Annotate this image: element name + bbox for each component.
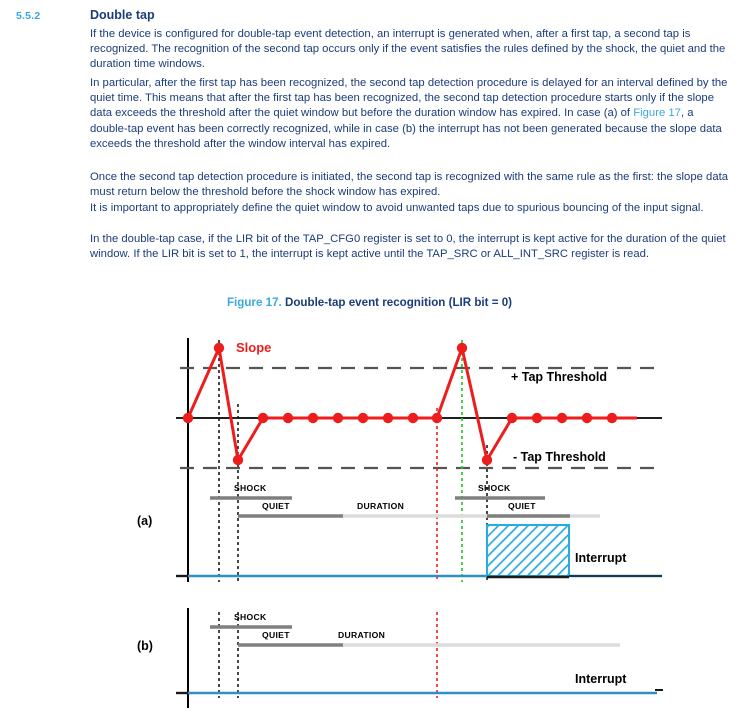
paragraph-2-part-a: In particular, after the first tap has been recognized, the second tap detection procedure is delayed for an interval defined by the quiet time. This means that after the first tap has been recognized, the second tap detection procedure starts only if the slope data exceeds the threshold after the quiet window but before the duration window has expired. In case (a) of xyxy=(90,77,728,120)
figure-reference-link[interactable]: Figure 17 xyxy=(633,107,681,120)
window-label-duration-b1: DURATION xyxy=(338,630,386,640)
window-label-shock-a1: SHOCK xyxy=(234,483,267,493)
window-label-duration-a1: DURATION xyxy=(357,501,405,511)
window-label-shock-a2: SHOCK xyxy=(478,483,511,493)
interrupt-label-case-a: Interrupt xyxy=(575,551,627,565)
paragraph-5: In the double-tap case, if the LIR bit of the TAP_CFG0 register is set to 0, the interrupt is kept active for the duration of the quiet window. If the LIR bit is set to 1, the interrupt is kept active until the TAP_SRC or ALL_INT_SRC register is read. xyxy=(90,233,726,261)
figure-caption-label: Figure 17. xyxy=(226,296,282,309)
window-label-quiet-a1: QUIET xyxy=(262,501,290,511)
paragraph-3: Once the second tap detection procedure is initiated, the second tap is recognized with the same rule as the first: the slope data must return below the threshold before the shock window has expired. xyxy=(90,171,729,199)
case-b-label: (b) xyxy=(137,639,153,653)
paragraph-1: If the device is configured for double-tap event detection, an interrupt is generated when, after a first tap, a second tap is recognized. The recognition of the second tap occurs only if the event satisfies the rules defined by the shock, the quiet and the duration time windows. xyxy=(90,28,726,71)
window-label-quiet-a2: QUIET xyxy=(508,501,536,511)
figure-svg-canvas xyxy=(0,320,739,715)
section-number: 5.5.2 xyxy=(16,10,41,22)
interrupt-label-case-b: Interrupt xyxy=(575,672,627,686)
paragraph-2-part-b: , a double-tap event has been correctly recognized, while in case (b) the interrupt has not been generated because the slope data exceeds the threshold after the window interval has expired. xyxy=(90,107,722,150)
window-label-quiet-b1: QUIET xyxy=(262,630,290,640)
figure-caption xyxy=(0,296,739,309)
slope-data-points xyxy=(183,343,617,465)
paragraph-2 xyxy=(90,76,730,152)
positive-threshold-label: + Tap Threshold xyxy=(511,370,607,384)
paragraph-4: It is important to appropriately define the quiet window to avoid unwanted taps due to spurious bouncing of the input signal. xyxy=(90,202,704,214)
page-title: Double tap xyxy=(90,8,155,22)
window-label-shock-b1: SHOCK xyxy=(234,612,267,622)
negative-threshold-label: - Tap Threshold xyxy=(513,450,606,464)
figure-double-tap-recognition xyxy=(0,320,739,715)
slope-waveform xyxy=(188,348,637,460)
slope-label: Slope xyxy=(236,340,272,355)
interrupt-pulse-a xyxy=(487,525,569,576)
figure-caption-title: Double-tap event recognition (LIR bit = 0) xyxy=(284,296,513,309)
case-a-label: (a) xyxy=(137,514,153,528)
